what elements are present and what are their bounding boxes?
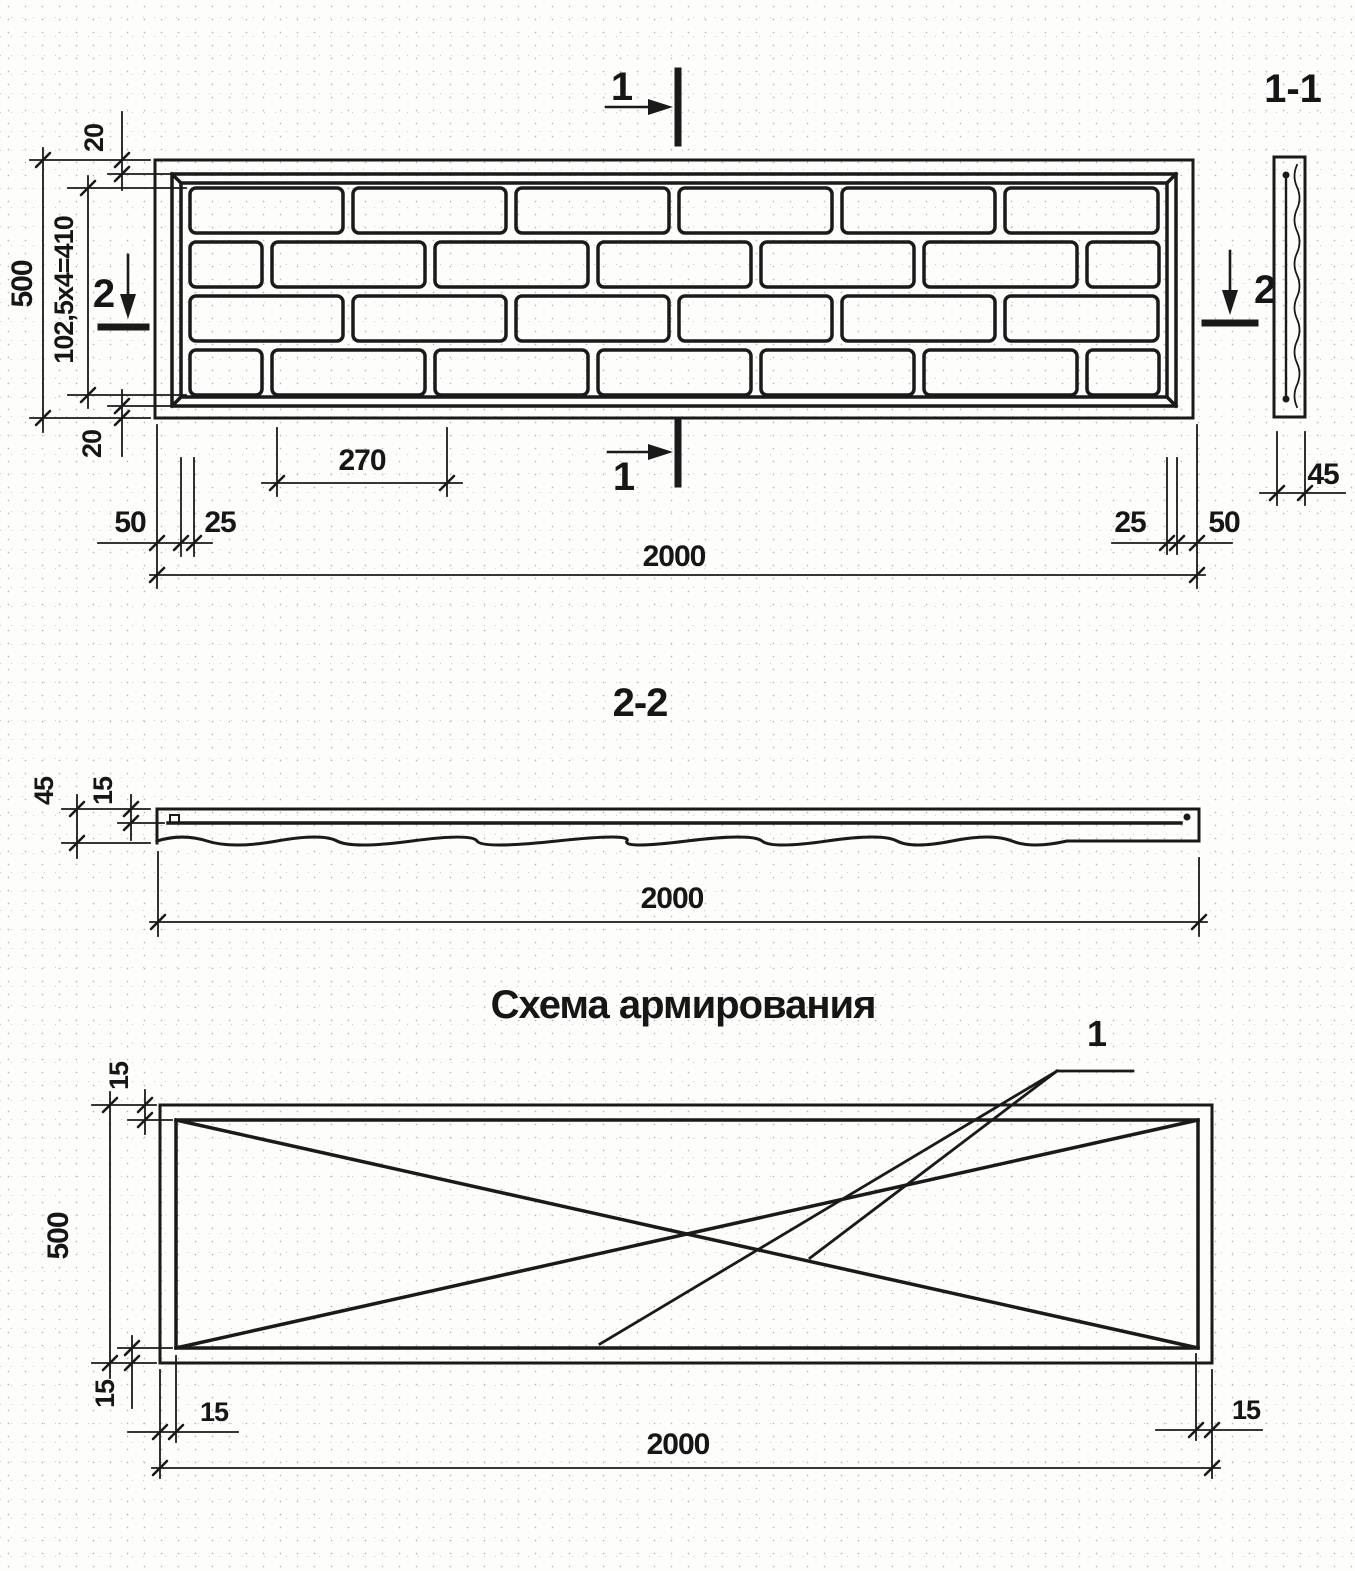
brick	[1005, 188, 1158, 233]
dim-25-right: 25	[1114, 506, 1146, 539]
cut-2-label: 2	[92, 272, 116, 316]
panel-frame	[172, 174, 1176, 406]
brick	[1087, 242, 1159, 287]
dim-25-left: 25	[204, 506, 236, 539]
dim-15-bottom: 15	[90, 1379, 120, 1409]
section-2-2	[29, 681, 1207, 936]
brick	[353, 296, 506, 341]
brick	[679, 296, 832, 341]
brick	[272, 350, 425, 395]
cut-mark-1-bottom	[608, 420, 678, 499]
cut-mark-2-left	[93, 255, 146, 327]
rebar-callout-label: 1	[1086, 1013, 1108, 1054]
brick	[842, 188, 995, 233]
dim-20-bottom: 20	[77, 429, 107, 459]
textured-face	[157, 837, 1199, 845]
concrete-texture	[1295, 165, 1300, 407]
reinforcement-scheme	[42, 983, 1262, 1478]
dim-45: 45	[1307, 458, 1339, 491]
dim-2000: 2000	[642, 540, 706, 573]
dim-270: 270	[338, 444, 386, 477]
brick	[924, 242, 1077, 287]
section-1-1	[1260, 67, 1345, 505]
dim-50-right: 50	[1208, 506, 1240, 539]
cut-mark-1-top	[606, 65, 678, 143]
brick	[679, 188, 832, 233]
brick	[516, 296, 669, 341]
brick	[435, 350, 588, 395]
brick	[435, 242, 588, 287]
cut-2-label: 2	[1254, 268, 1277, 312]
section-2-2-label: 2-2	[612, 681, 668, 725]
dim-brick-rows: 102,5х4=410	[49, 216, 79, 364]
cut-mark-2-right	[1205, 251, 1276, 323]
facade-dimensions-bottom	[98, 425, 1240, 588]
dim-15: 15	[88, 776, 118, 806]
brick	[1087, 350, 1159, 395]
dim-45: 45	[29, 776, 59, 806]
brick	[1005, 296, 1158, 341]
dim-15-top: 15	[104, 1061, 134, 1091]
brick	[272, 242, 425, 287]
brick	[190, 188, 343, 233]
section-1-1-dimension	[1260, 432, 1345, 505]
brick	[924, 350, 1077, 395]
brick	[598, 350, 751, 395]
brick	[190, 242, 262, 287]
facade-view	[6, 65, 1276, 588]
rebar-callout	[600, 1013, 1133, 1344]
brick	[190, 350, 262, 395]
brick	[842, 296, 995, 341]
brick	[516, 188, 669, 233]
cut-1-label: 1	[612, 455, 636, 499]
dim-2000: 2000	[640, 882, 704, 915]
brick	[761, 350, 914, 395]
panel-outline	[155, 160, 1193, 418]
dim-500: 500	[42, 1212, 75, 1260]
cut-1-label: 1	[610, 65, 634, 109]
brick-pattern	[190, 188, 1159, 395]
scheme-dimensions	[42, 1061, 1262, 1478]
dim-15-right: 15	[1232, 1395, 1261, 1425]
dim-20-top: 20	[79, 123, 109, 153]
dim-50-left: 50	[114, 506, 146, 539]
brick	[598, 242, 751, 287]
dim-500: 500	[6, 260, 39, 308]
section-1-1-label: 1-1	[1264, 67, 1322, 111]
dim-2000: 2000	[646, 1428, 710, 1461]
brick	[190, 296, 343, 341]
brick	[353, 188, 506, 233]
scheme-title: Схема армирования	[490, 983, 876, 1027]
brick	[761, 242, 914, 287]
dim-15-left: 15	[200, 1397, 229, 1427]
section-2-2-dimensions	[29, 776, 1207, 936]
